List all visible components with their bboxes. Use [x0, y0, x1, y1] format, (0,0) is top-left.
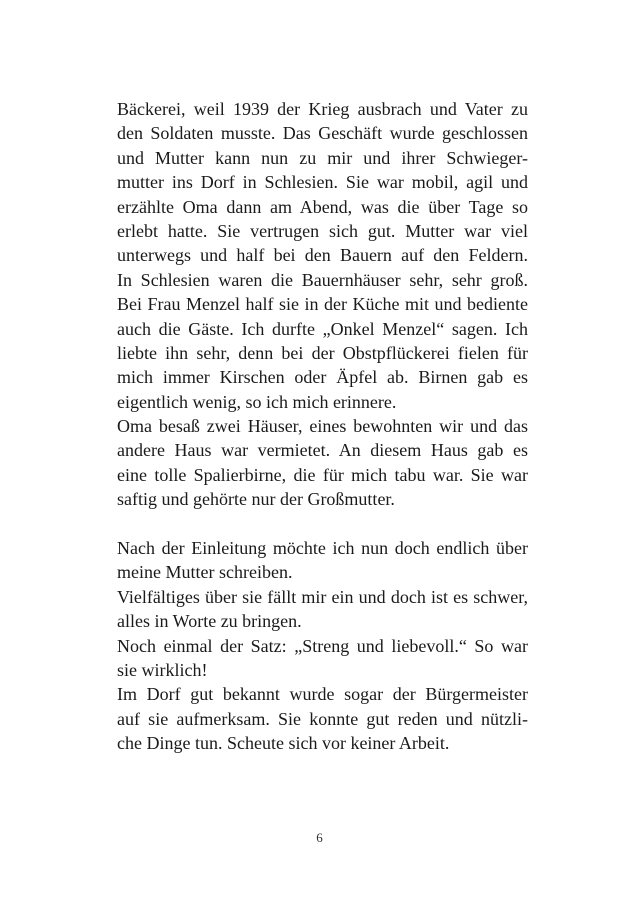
- text-line: Im Dorf gut bekannt wurde sogar der Bürgermeister: [117, 684, 528, 705]
- text-line: erzählte Oma dann am Abend, was die über Tage so: [117, 196, 528, 217]
- text-line: meine Mutter schreiben.: [117, 562, 293, 583]
- paragraph-4: [117, 585, 528, 634]
- text-line: In Schlesien waren die Bauernhäuser sehr, sehr groß.: [117, 269, 528, 290]
- text-line: Bei Frau Menzel half sie in der Küche mit und bediente: [117, 294, 528, 315]
- text-line: mich immer Kirschen oder Äpfel ab. Birnen gab es: [117, 367, 528, 388]
- text-line: Nach der Einleitung möchte ich nun doch endlich über: [117, 538, 528, 559]
- text-line: den Soldaten musste. Das Geschäft wurde geschlossen: [117, 123, 528, 144]
- text-line: unterwegs und half bei den Bauern auf den Feldern.: [117, 245, 528, 266]
- text-line: mutter ins Dorf in Schlesien. Sie war mobil, agil und: [117, 172, 528, 193]
- text-line: alles in Worte zu bringen.: [117, 611, 302, 632]
- text-line: liebte ihn sehr, denn bei der Obstpflückerei fielen für: [117, 342, 528, 363]
- paragraph-2: [117, 414, 528, 512]
- text-line: und Mutter kann nun zu mir und ihrer Schwieger-: [117, 147, 528, 168]
- paragraph-6: [117, 682, 528, 755]
- text-line: auch die Gäste. Ich durfte „Onkel Menzel“ sagen. Ich: [117, 318, 528, 339]
- text-line: erlebt hatte. Sie vertrugen sich gut. Mutter war viel: [117, 220, 528, 241]
- paragraph-5: [117, 634, 528, 683]
- paragraph-3: [117, 536, 528, 585]
- body-text: [117, 97, 528, 756]
- paragraph-gap: [117, 512, 528, 536]
- text-line: Bäckerei, weil 1939 der Krieg ausbrach und Vater zu: [117, 99, 528, 119]
- text-line: che Dinge tun. Scheute sich vor keiner Arbeit.: [117, 733, 450, 754]
- text-line: eine tolle Spalierbirne, die für mich tabu war. Sie war: [117, 464, 528, 485]
- text-line: sie wirklich!: [117, 659, 208, 680]
- text-line: saftig und gehörte nur der Großmutter.: [117, 489, 395, 510]
- paragraph-1: [117, 97, 528, 414]
- text-line: Noch einmal der Satz: „Streng und liebevoll.“ So war: [117, 635, 528, 656]
- text-line: andere Haus war vermietet. An diesem Haus gab es: [117, 440, 528, 461]
- text-line: Oma besaß zwei Häuser, eines bewohnten wir und das: [117, 416, 528, 437]
- text-line: eigentlich wenig, so ich mich erinnere.: [117, 391, 397, 412]
- page-number: 6: [316, 830, 323, 845]
- text-line: Vielfältiges über sie fällt mir ein und doch ist es schwer,: [117, 586, 528, 607]
- text-line: auf sie aufmerksam. Sie konnte gut reden und nützli-: [117, 708, 528, 729]
